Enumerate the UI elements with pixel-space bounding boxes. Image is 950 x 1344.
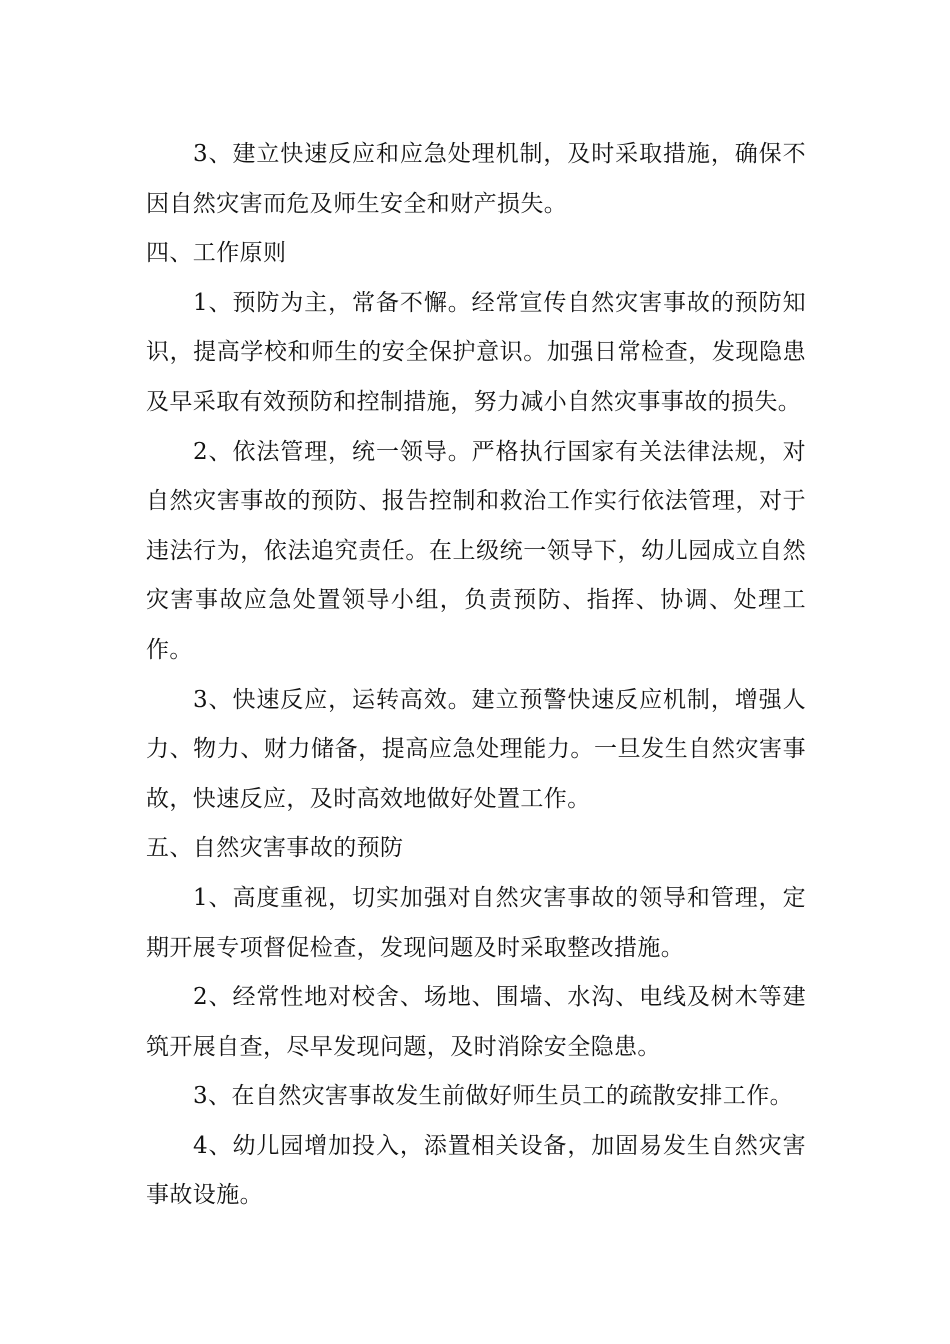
para-4-3-efficiency: 3、快速反应，运转高效。建立预警快速反应机制，增强人力、物力、财力储备，提高应急处理能力。一旦发生自然灾害事故，快速反应，及时高效地做好处置工作。 — [146, 686, 806, 812]
para-3-rapid-response: 3、建立快速反应和应急处理机制，及时采取措施，确保不因自然灾害而危及师生安全和财产损失。 — [146, 141, 806, 217]
para-4-2-legal-management: 2、依法管理，统一领导。严格执行国家有关法律法规，对自然灾害事故的预防、报告控制和救治工作实行依法管理，对于违法行为，依法追究责任。在上级统一领导下，幼儿园成立自然灾害事故应急处置领导小组，负责预防、指挥、协调、处理工作。 — [146, 438, 806, 663]
para-5-4-investment: 4、幼儿园增加投入，添置相关设备，加固易发生自然灾害事故设施。 — [146, 1132, 806, 1209]
para-5-3-evacuation: 3、在自然灾害事故发生前做好师生员工的疏散安排工作。 — [193, 1083, 794, 1110]
para-5-2-self-inspection: 2、经常性地对校舍、场地、围墙、水沟、电线及树木等建筑开展自查，尽早发现问题，及时消除安全隐患。 — [146, 984, 806, 1060]
document-page — [146, 130, 806, 1221]
para-4-1-prevention: 1、预防为主，常备不懈。经常宣传自然灾害事故的预防知识，提高学校和师生的安全保护意识。加强日常检查，发现隐患及早采取有效预防和控制措施，努力减小自然灾事事故的损失。 — [146, 289, 806, 415]
para-5-1-attention: 1、高度重视，切实加强对自然灾害事故的领导和管理，定期开展专项督促检查，发现问题及时采取整改措施。 — [146, 884, 806, 961]
heading-section-5: 五、自然灾害事故的预防 — [146, 835, 404, 862]
heading-section-4: 四、工作原则 — [146, 240, 287, 267]
